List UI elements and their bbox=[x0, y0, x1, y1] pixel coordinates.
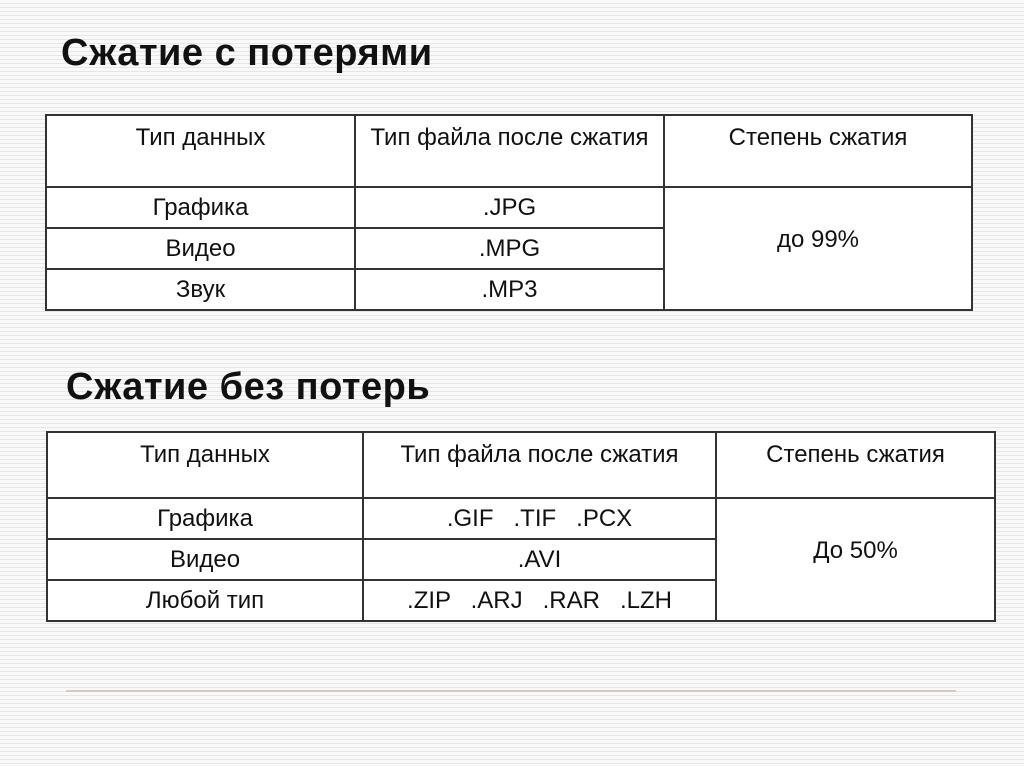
lossy-compression-table bbox=[45, 114, 973, 311]
heading-lossless-compression: Сжатие без потерь bbox=[66, 366, 431, 408]
header-file-type: Тип файла после сжатия bbox=[363, 432, 716, 498]
cell-file-type: .JPG bbox=[355, 187, 664, 228]
cell-compression-ratio: До 50% bbox=[716, 498, 995, 621]
table-row bbox=[46, 187, 972, 228]
table-row bbox=[47, 498, 995, 539]
header-data-type: Тип данных bbox=[46, 115, 355, 187]
cell-file-type: .MP3 bbox=[355, 269, 664, 310]
header-compression-ratio: Степень сжатия bbox=[716, 432, 995, 498]
cell-data-type: Любой тип bbox=[47, 580, 363, 621]
cell-data-type: Звук bbox=[46, 269, 355, 310]
cell-data-type: Графика bbox=[46, 187, 355, 228]
table-header-row bbox=[46, 115, 972, 187]
header-compression-ratio: Степень сжатия bbox=[664, 115, 972, 187]
heading-lossy-compression: Сжатие с потерями bbox=[61, 32, 433, 74]
cell-file-type: .MPG bbox=[355, 228, 664, 269]
cell-file-type: .AVI bbox=[363, 539, 716, 580]
table-header-row bbox=[47, 432, 995, 498]
cell-data-type: Видео bbox=[46, 228, 355, 269]
header-data-type: Тип данных bbox=[47, 432, 363, 498]
header-file-type: Тип файла после сжатия bbox=[355, 115, 664, 187]
cell-data-type: Графика bbox=[47, 498, 363, 539]
lossless-compression-table bbox=[46, 431, 996, 622]
cell-file-type: .ZIP .ARJ .RAR .LZH bbox=[363, 580, 716, 621]
cell-data-type: Видео bbox=[47, 539, 363, 580]
cell-file-type: .GIF .TIF .PCX bbox=[363, 498, 716, 539]
cell-compression-ratio: до 99% bbox=[664, 187, 972, 310]
footer-divider bbox=[66, 690, 956, 692]
